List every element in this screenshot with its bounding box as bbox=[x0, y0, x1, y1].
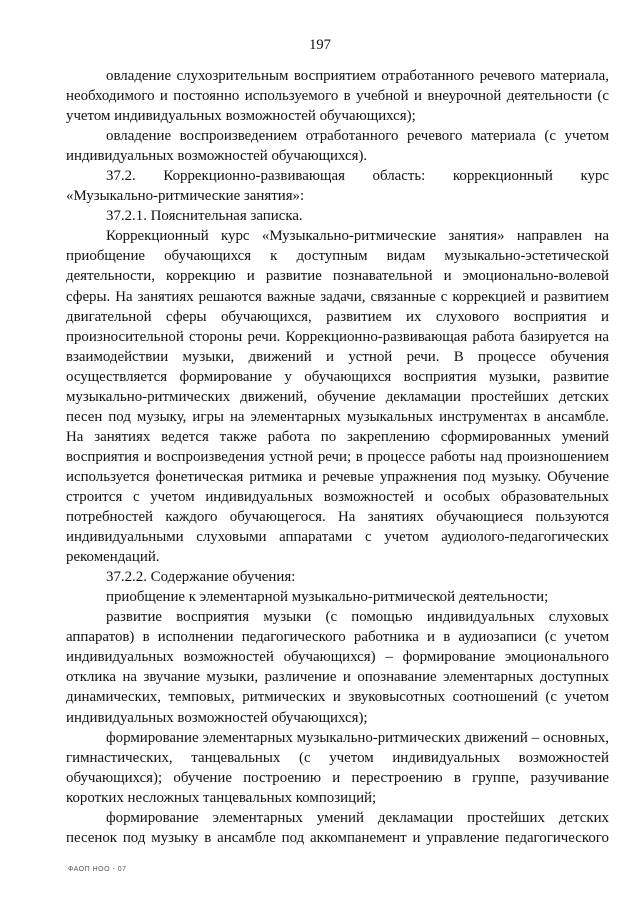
footer-code: ФАОП НОО - 07 bbox=[68, 866, 127, 873]
section-heading: 37.2. Коррекционно-развивающая область: коррекционный курс bbox=[106, 168, 609, 185]
list-item: приобщение к элементарной музыкально-ритмической деятельности; bbox=[106, 589, 549, 606]
list-item: формирование элементарных умений декламации простейших детских песенок под музыку в ансамбле под аккомпанемент и управление педагогического bbox=[66, 809, 609, 846]
section-heading-continuation: «Музыкально-ритмические занятия»: bbox=[66, 188, 305, 205]
subsection-heading: 37.2.1. Пояснительная записка. bbox=[106, 208, 303, 225]
list-item: формирование элементарных музыкально-ритмических движений – основных, гимнастических, танцевальных (с учетом индивидуальных возможностей обучающихся); обучение построению и перестроению в группе, разучивание коротких несложных танцевальных композиций; bbox=[66, 729, 609, 806]
paragraph: овладение слухозрительным восприятием отработанного речевого материала, необходимого и постоянно используемого в учебной и внеурочной деятельности (с учетом индивидуальных возможностей обучающихся); bbox=[66, 68, 609, 125]
paragraph: овладение воспроизведением отработанного речевого материала (с учетом индивидуальных возможностей обучающихся). bbox=[66, 128, 609, 165]
subsection-heading: 37.2.2. Содержание обучения: bbox=[106, 569, 296, 586]
paragraph: Коррекционный курс «Музыкально-ритмические занятия» направлен на приобщение обучающихся к доступным видам музыкально-эстетической деятельности, коррекцию и развитие познавательной и эмоционально-волевой сферы. На занятиях решаются важные задачи, связанные с коррекцией и развитием двигательной сферы обучающихся, развитием их слухового восприятия и произносительной стороны речи. Коррекционно-развивающая работа базируется на взаимодействии музыки, движений и устной речи. В процессе обучения осуществляется формирование у обучающихся восприятия музыки, развитие музыкально-ритмических движений, обучение декламации простейших детских песен под музыку, игры на элементарных музыкальных инструментах в ансамбле. На занятиях ведется также работа по закреплению сформированных умений восприятия и воспроизведения устной речи; в процессе работы над произношением используется фонетическая ритмика и речевые упражнения под музыку. Обучение строится с учетом индивидуальных возможностей и особых образовательных потребностей каждого обучающегося. На занятиях обучающиеся пользуются индивидуальными слуховыми аппаратами с учетом аудиолого-педагогических рекомендаций. bbox=[66, 228, 609, 566]
list-item: развитие восприятия музыки (с помощью индивидуальных слуховых аппаратов) в исполнении педагогического работника и в аудиозаписи (с учетом индивидуальных возможностей обучающихся) – формирование эмоционального отклика на звучание музыки, различение и опознавание элементарных доступных динамических, темповых, ритмических и звуковысотных соотношений (с учетом индивидуальных возможностей обучающихся); bbox=[66, 609, 609, 726]
document-body bbox=[66, 66, 609, 848]
page-number: 197 bbox=[309, 37, 331, 53]
